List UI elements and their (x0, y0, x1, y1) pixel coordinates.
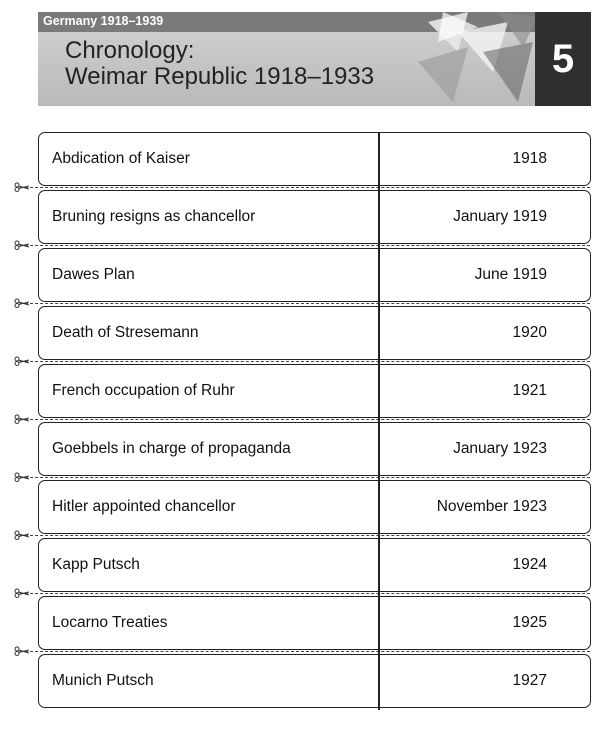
scissors-icon (14, 588, 30, 598)
event-card[interactable] (38, 248, 591, 302)
event-card[interactable] (38, 538, 591, 592)
chapter-number-badge: 5 (535, 12, 591, 106)
page-title (65, 38, 374, 90)
event-card[interactable] (38, 364, 591, 418)
cut-line (20, 303, 590, 305)
event-label: French occupation of Ruhr (52, 382, 235, 399)
event-card[interactable] (38, 190, 591, 244)
table-row (38, 132, 591, 186)
scissors-icon (14, 646, 30, 656)
scissors-icon (14, 356, 30, 366)
scissors-icon (14, 414, 30, 424)
table-row (38, 538, 591, 592)
date-label: January 1923 (453, 440, 547, 457)
column-divider (378, 132, 380, 710)
date-label: 1927 (512, 672, 547, 689)
event-card[interactable] (38, 422, 591, 476)
event-label: Death of Stresemann (52, 324, 199, 341)
scissors-icon (14, 240, 30, 250)
scissors-icon (14, 472, 30, 482)
cut-line (20, 651, 590, 653)
event-card[interactable] (38, 306, 591, 360)
date-label: January 1919 (453, 208, 547, 225)
title-line-1: Chronology: (65, 37, 195, 64)
table-row (38, 190, 591, 244)
title-line-2: Weimar Republic 1918–1933 (65, 63, 375, 90)
table-row (38, 654, 591, 708)
table-row (38, 248, 591, 302)
table-row (38, 480, 591, 534)
cut-line (20, 593, 590, 595)
event-card[interactable] (38, 132, 591, 186)
event-label: Kapp Putsch (52, 556, 140, 573)
event-label: Hitler appointed chancellor (52, 498, 236, 515)
series-label: Germany 1918–1939 (43, 14, 164, 28)
date-label: November 1923 (436, 498, 547, 515)
scissors-icon (14, 182, 30, 192)
cut-line (20, 361, 590, 363)
event-label: Goebbels in charge of propaganda (52, 440, 291, 457)
event-label: Abdication of Kaiser (52, 150, 190, 167)
event-card[interactable] (38, 596, 591, 650)
table-row (38, 422, 591, 476)
cut-line (20, 419, 590, 421)
event-label: Locarno Treaties (52, 614, 168, 631)
date-label: 1918 (512, 150, 547, 167)
table-row (38, 596, 591, 650)
cut-line (20, 187, 590, 189)
cut-line (20, 477, 590, 479)
event-card[interactable] (38, 654, 591, 708)
cut-line (20, 535, 590, 537)
event-card[interactable] (38, 480, 591, 534)
date-label: 1925 (512, 614, 547, 631)
date-label: 1924 (512, 556, 547, 573)
date-label: 1920 (512, 324, 547, 341)
table-row (38, 364, 591, 418)
date-label: 1921 (512, 382, 547, 399)
table-row (38, 306, 591, 360)
date-label: June 1919 (474, 266, 547, 283)
event-label: Dawes Plan (52, 266, 135, 283)
scissors-icon (14, 298, 30, 308)
event-label: Munich Putsch (52, 672, 154, 689)
collage-artwork-icon (398, 12, 538, 106)
event-label: Bruning resigns as chancellor (52, 208, 256, 225)
cut-line (20, 245, 590, 247)
scissors-icon (14, 530, 30, 540)
page-header-banner (38, 12, 591, 106)
